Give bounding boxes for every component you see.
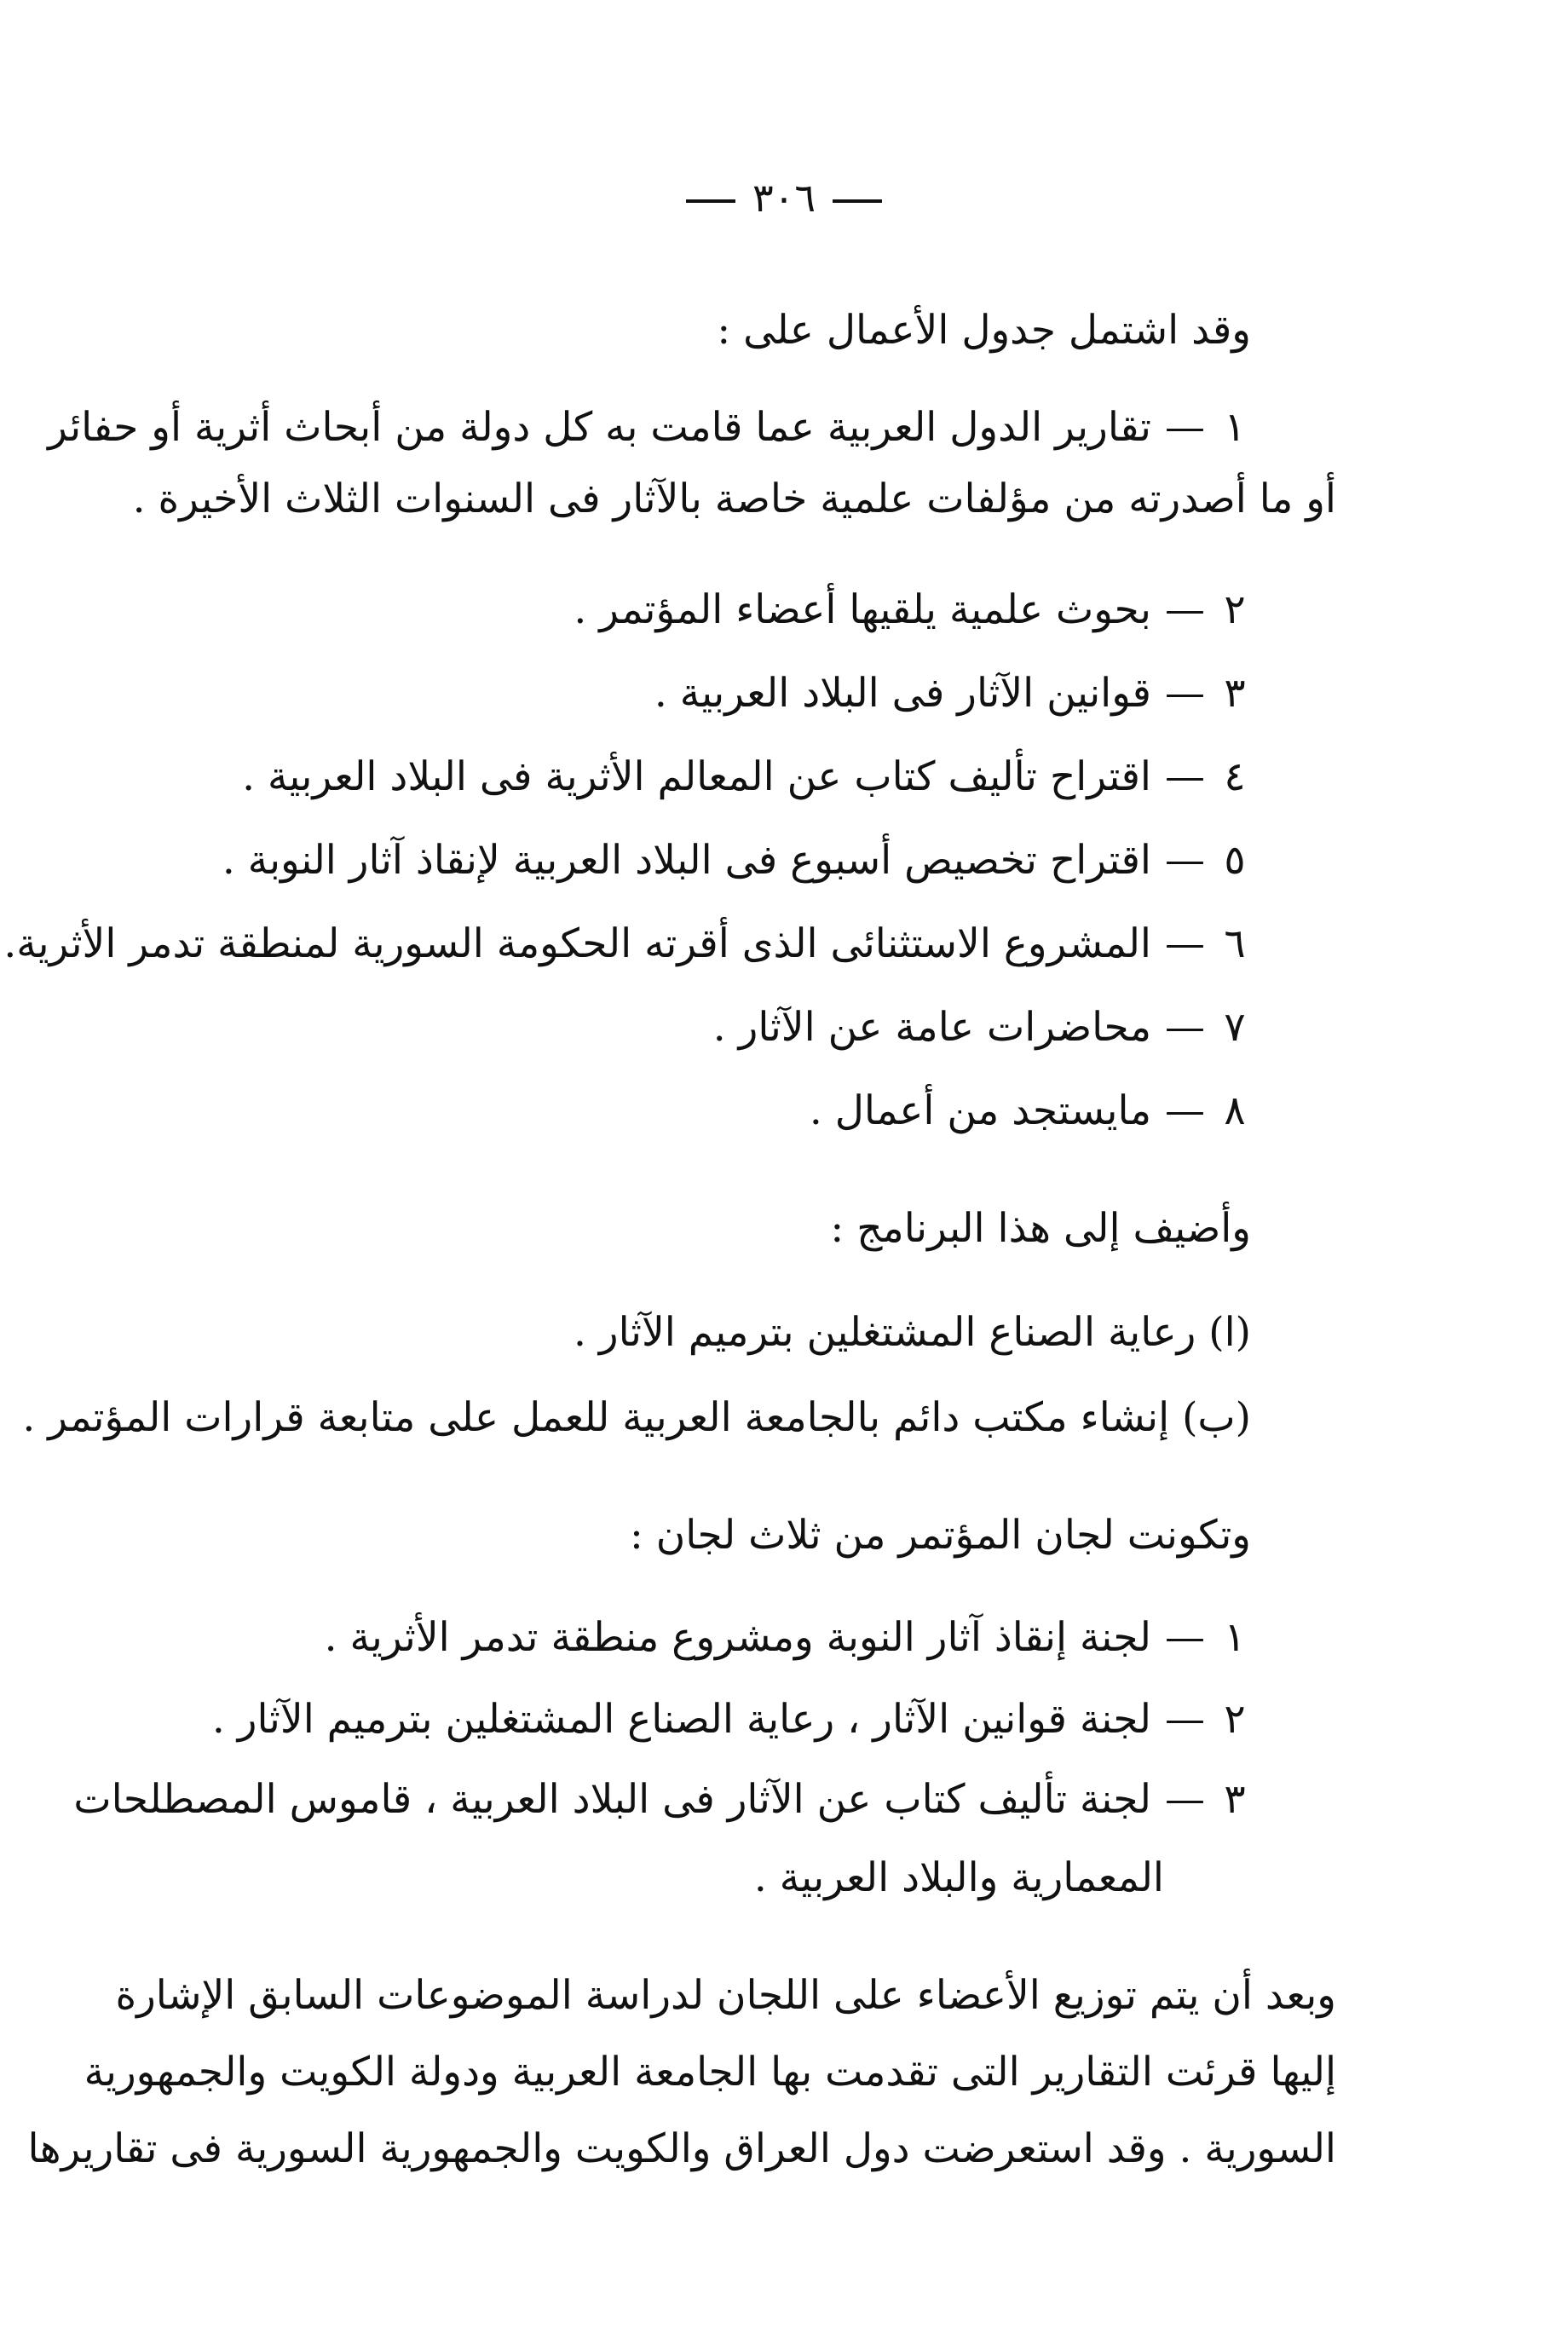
- committee-3-dash: —: [1165, 1776, 1205, 1823]
- committee-3-line-1: [73, 1766, 1251, 1834]
- committees-intro: وتكونت لجان المؤتمر من ثلاث لجان :: [629, 1512, 1251, 1559]
- addition-b: (ب) إنشاء مكتب دائم بالجامعة العربية للعمل على متابعة قرارات المؤتمر .: [22, 1394, 1251, 1441]
- agenda-item-2-number: ٢: [1224, 586, 1246, 633]
- additions-intro: وأضيف إلى هذا البرنامج :: [830, 1205, 1251, 1252]
- closing-line-2: إليها قرئت التقارير التى تقدمت بها الجامعة العربية ودولة الكويت والجمهورية: [84, 2049, 1336, 2096]
- committee-2-number: ٢: [1224, 1696, 1246, 1743]
- agenda-item-2: [574, 576, 1251, 644]
- agenda-item-6-dash: —: [1165, 920, 1205, 967]
- committee-1-text: لجنة إنقاذ آثار النوبة ومشروع منطقة تدمر الأثرية .: [324, 1614, 1151, 1661]
- agenda-item-1-text: تقارير الدول العربية عما قامت به كل دولة من أبحاث أثرية أو حفائر: [48, 404, 1151, 451]
- agenda-item-7-number: ٧: [1224, 1004, 1246, 1051]
- agenda-item-5-dash: —: [1165, 837, 1205, 884]
- agenda-item-8-text: مايستجد من أعمال .: [809, 1087, 1151, 1134]
- agenda-item-3-number: ٣: [1224, 670, 1246, 717]
- agenda-item-6-number: ٦: [1224, 920, 1246, 967]
- agenda-item-4-dash: —: [1165, 753, 1205, 800]
- committee-3-number: ٣: [1224, 1776, 1246, 1823]
- closing-line-3: السورية . وقد استعرضت دول العراق والكويت والجمهورية السورية فى تقاريرها: [27, 2125, 1336, 2172]
- agenda-item-8: [810, 1077, 1251, 1145]
- agenda-item-3: [654, 660, 1251, 728]
- page-number-text: ٣٠٦: [752, 175, 816, 221]
- committee-1: [325, 1604, 1251, 1672]
- agenda-item-3-text: قوانين الآثار فى البلاد العربية .: [654, 670, 1151, 717]
- agenda-item-4-number: ٤: [1224, 753, 1246, 800]
- addition-a: (ا) رعاية الصناع المشتغلين بترميم الآثار .: [574, 1309, 1251, 1356]
- page-number-rule-right: [833, 199, 882, 203]
- closing-line-1: وبعد أن يتم توزيع الأعضاء على اللجان لدراسة الموضوعات السابق الإشارة: [115, 1972, 1336, 2019]
- agenda-item-5-number: ٥: [1224, 837, 1246, 884]
- committee-1-dash: —: [1165, 1614, 1205, 1661]
- agenda-item-1-dash: —: [1165, 404, 1205, 451]
- page-number: [0, 164, 1568, 232]
- agenda-item-4-text: اقتراح تأليف كتاب عن المعالم الأثرية فى البلاد العربية .: [242, 753, 1151, 800]
- committee-2-text: لجنة قوانين الآثار ، رعاية الصناع المشتغلين بترميم الآثار .: [211, 1696, 1151, 1743]
- agenda-item-6: [3, 910, 1251, 978]
- committee-1-number: ١: [1224, 1614, 1246, 1661]
- agenda-item-4: [242, 743, 1251, 811]
- agenda-item-2-dash: —: [1165, 586, 1205, 633]
- committee-3-text: لجنة تأليف كتاب عن الآثار فى البلاد العربية ، قاموس المصطلحات: [73, 1776, 1151, 1823]
- committee-2: [212, 1686, 1251, 1754]
- agenda-item-7-dash: —: [1165, 1004, 1205, 1051]
- agenda-item-1-number: ١: [1224, 404, 1246, 451]
- agenda-item-2-text: بحوث علمية يلقيها أعضاء المؤتمر .: [574, 586, 1151, 633]
- agenda-item-8-dash: —: [1165, 1087, 1205, 1134]
- agenda-item-1-line-1: [48, 394, 1251, 462]
- agenda-item-7: [713, 994, 1251, 1062]
- agenda-item-8-number: ٨: [1224, 1087, 1246, 1134]
- agenda-item-5: [222, 827, 1251, 895]
- agenda-item-7-text: محاضرات عامة عن الآثار .: [712, 1004, 1151, 1051]
- agenda-item-1-line-2: أو ما أصدرته من مؤلفات علمية خاصة بالآثار فى السنوات الثلاث الأخيرة .: [132, 476, 1336, 522]
- agenda-item-3-dash: —: [1165, 670, 1205, 717]
- committee-2-dash: —: [1165, 1696, 1205, 1743]
- agenda-item-5-text: اقتراح تخصيص أسبوع فى البلاد العربية لإنقاذ آثار النوبة .: [222, 837, 1151, 884]
- agenda-item-6-text: المشروع الاستثنائى الذى أقرته الحكومة السورية لمنطقة تدمر الأثرية.: [3, 920, 1151, 967]
- agenda-intro: وقد اشتمل جدول الأعمال على :: [717, 307, 1251, 354]
- committee-3-line-2: المعمارية والبلاد العربية .: [753, 1854, 1164, 1901]
- page-number-rule-left: [686, 199, 735, 203]
